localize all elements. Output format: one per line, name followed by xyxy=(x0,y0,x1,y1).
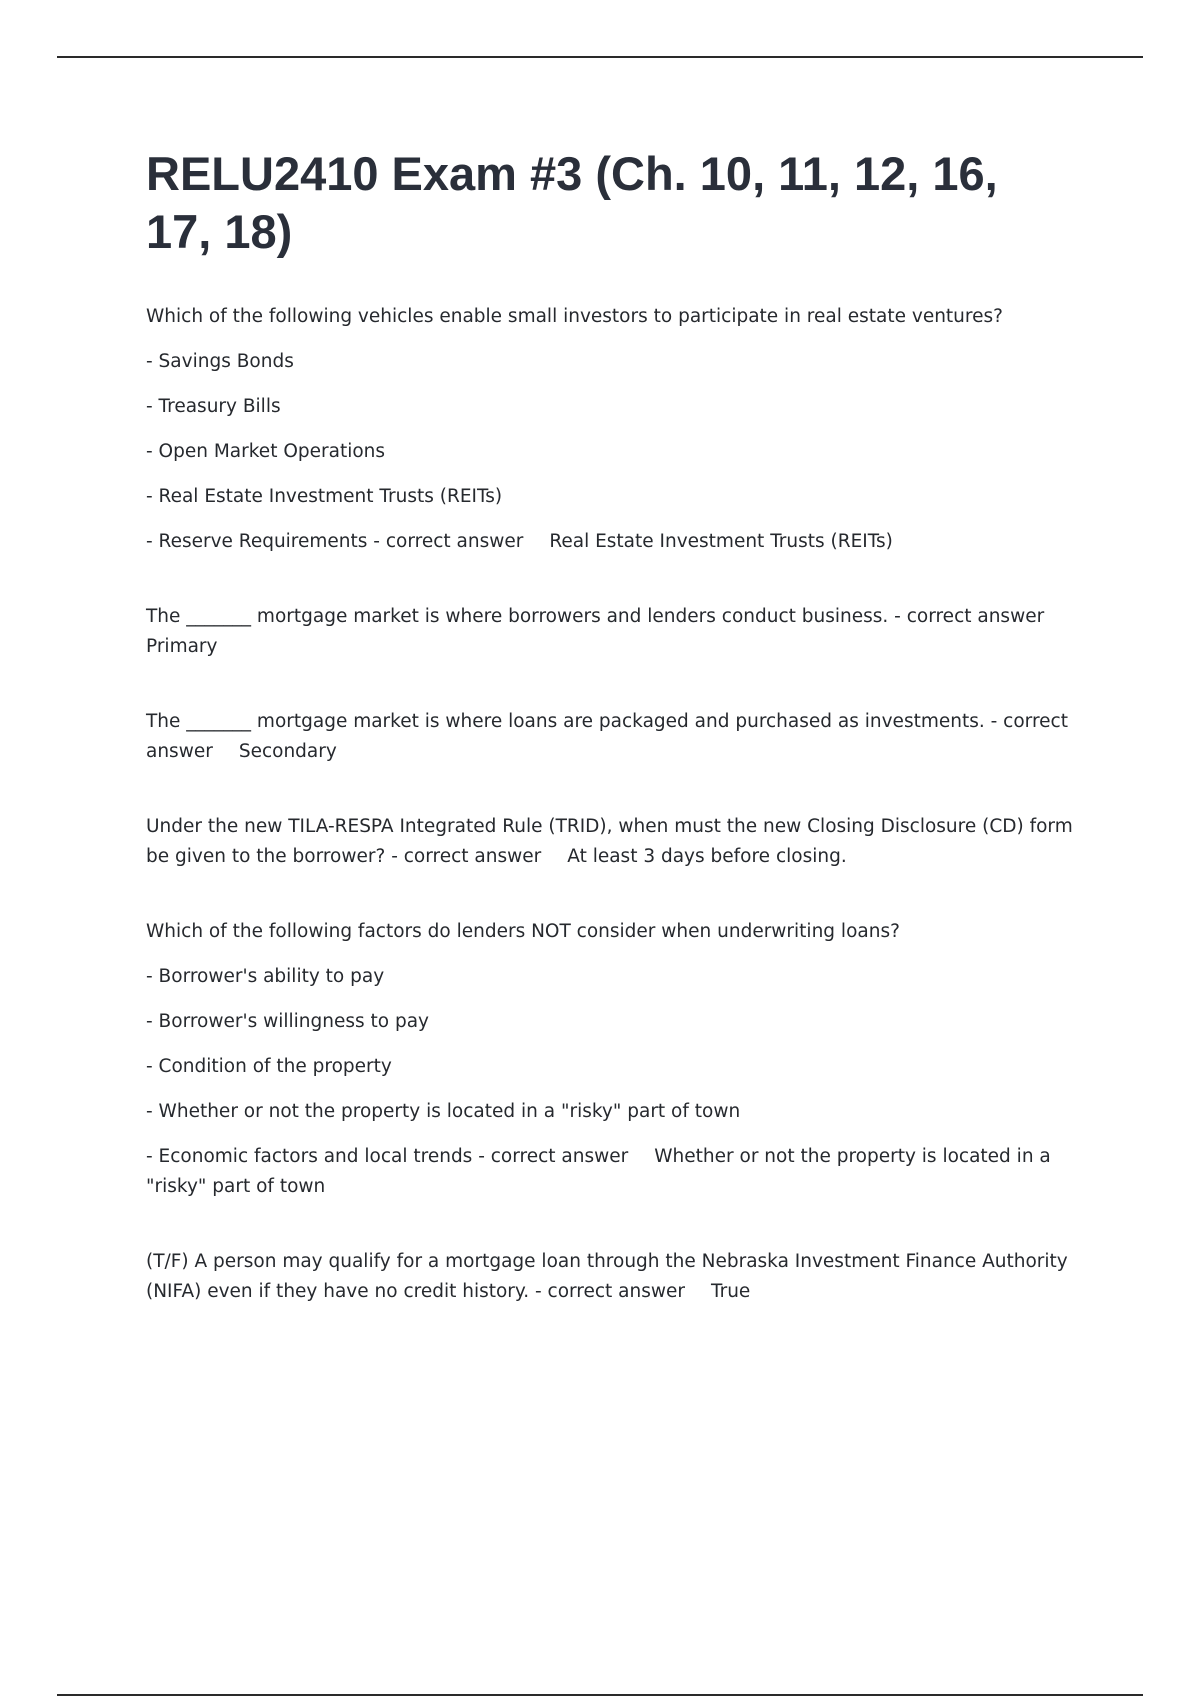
answer-text: Primary xyxy=(146,636,218,657)
option-item: - Treasury Bills xyxy=(146,396,281,417)
question-with-answer xyxy=(146,707,1076,767)
question-with-answer xyxy=(146,812,1076,872)
option-item: - Open Market Operations xyxy=(146,441,386,462)
top-rule xyxy=(57,56,1143,58)
option-item-with-answer xyxy=(146,527,1076,557)
question-6 xyxy=(146,1247,1076,1307)
question-prompt: Under the new TILA-RESPA Integrated Rule (TRID), when must the new Closing Disclosure (CD) form be given to the borrower? - correct answer xyxy=(146,816,1073,867)
answer-text: True xyxy=(711,1281,751,1302)
question-prompt: (T/F) A person may qualify for a mortgage loan through the Nebraska Investment Finance Authority (NIFA) even if they have no credit history. - correct answer xyxy=(146,1251,1068,1302)
answer-text: Whether or not the property is located in a "risky" part of town xyxy=(146,1146,1051,1197)
question-with-answer xyxy=(146,602,1076,662)
answer-text: Real Estate Investment Trusts (REITs) xyxy=(549,531,893,552)
question-2 xyxy=(146,602,1076,662)
question-1 xyxy=(146,302,1076,557)
answer-text: Secondary xyxy=(238,741,337,762)
option-item-with-answer xyxy=(146,1142,1076,1202)
question-4 xyxy=(146,812,1076,872)
page-title: RELU2410 Exam #3 (Ch. 10, 11, 12, 16, 17, 18) xyxy=(146,147,998,258)
question-list xyxy=(146,302,1076,1352)
option-item: - Borrower's ability to pay xyxy=(146,966,385,987)
option-item: - Whether or not the property is located in a "risky" part of town xyxy=(146,1101,741,1122)
option-item: - Real Estate Investment Trusts (REITs) xyxy=(146,486,503,507)
question-with-answer xyxy=(146,1247,1076,1307)
option-item: - Condition of the property xyxy=(146,1056,392,1077)
option-item: - Economic factors and local trends - correct answer xyxy=(146,1146,629,1167)
bottom-rule xyxy=(57,1694,1143,1696)
question-prompt: The _______ mortgage market is where loans are packaged and purchased as investments. - correct answer xyxy=(146,711,1068,762)
question-prompt: The _______ mortgage market is where borrowers and lenders conduct business. - correct answer xyxy=(146,606,1045,627)
option-item: - Borrower's willingness to pay xyxy=(146,1011,429,1032)
question-prompt: Which of the following factors do lenders NOT consider when underwriting loans? xyxy=(146,921,900,942)
question-5 xyxy=(146,917,1076,1202)
answer-text: At least 3 days before closing. xyxy=(567,846,847,867)
question-3 xyxy=(146,707,1076,767)
option-item: - Reserve Requirements - correct answer xyxy=(146,531,524,552)
option-item: - Savings Bonds xyxy=(146,351,294,372)
question-prompt: Which of the following vehicles enable small investors to participate in real estate ventures? xyxy=(146,306,1003,327)
